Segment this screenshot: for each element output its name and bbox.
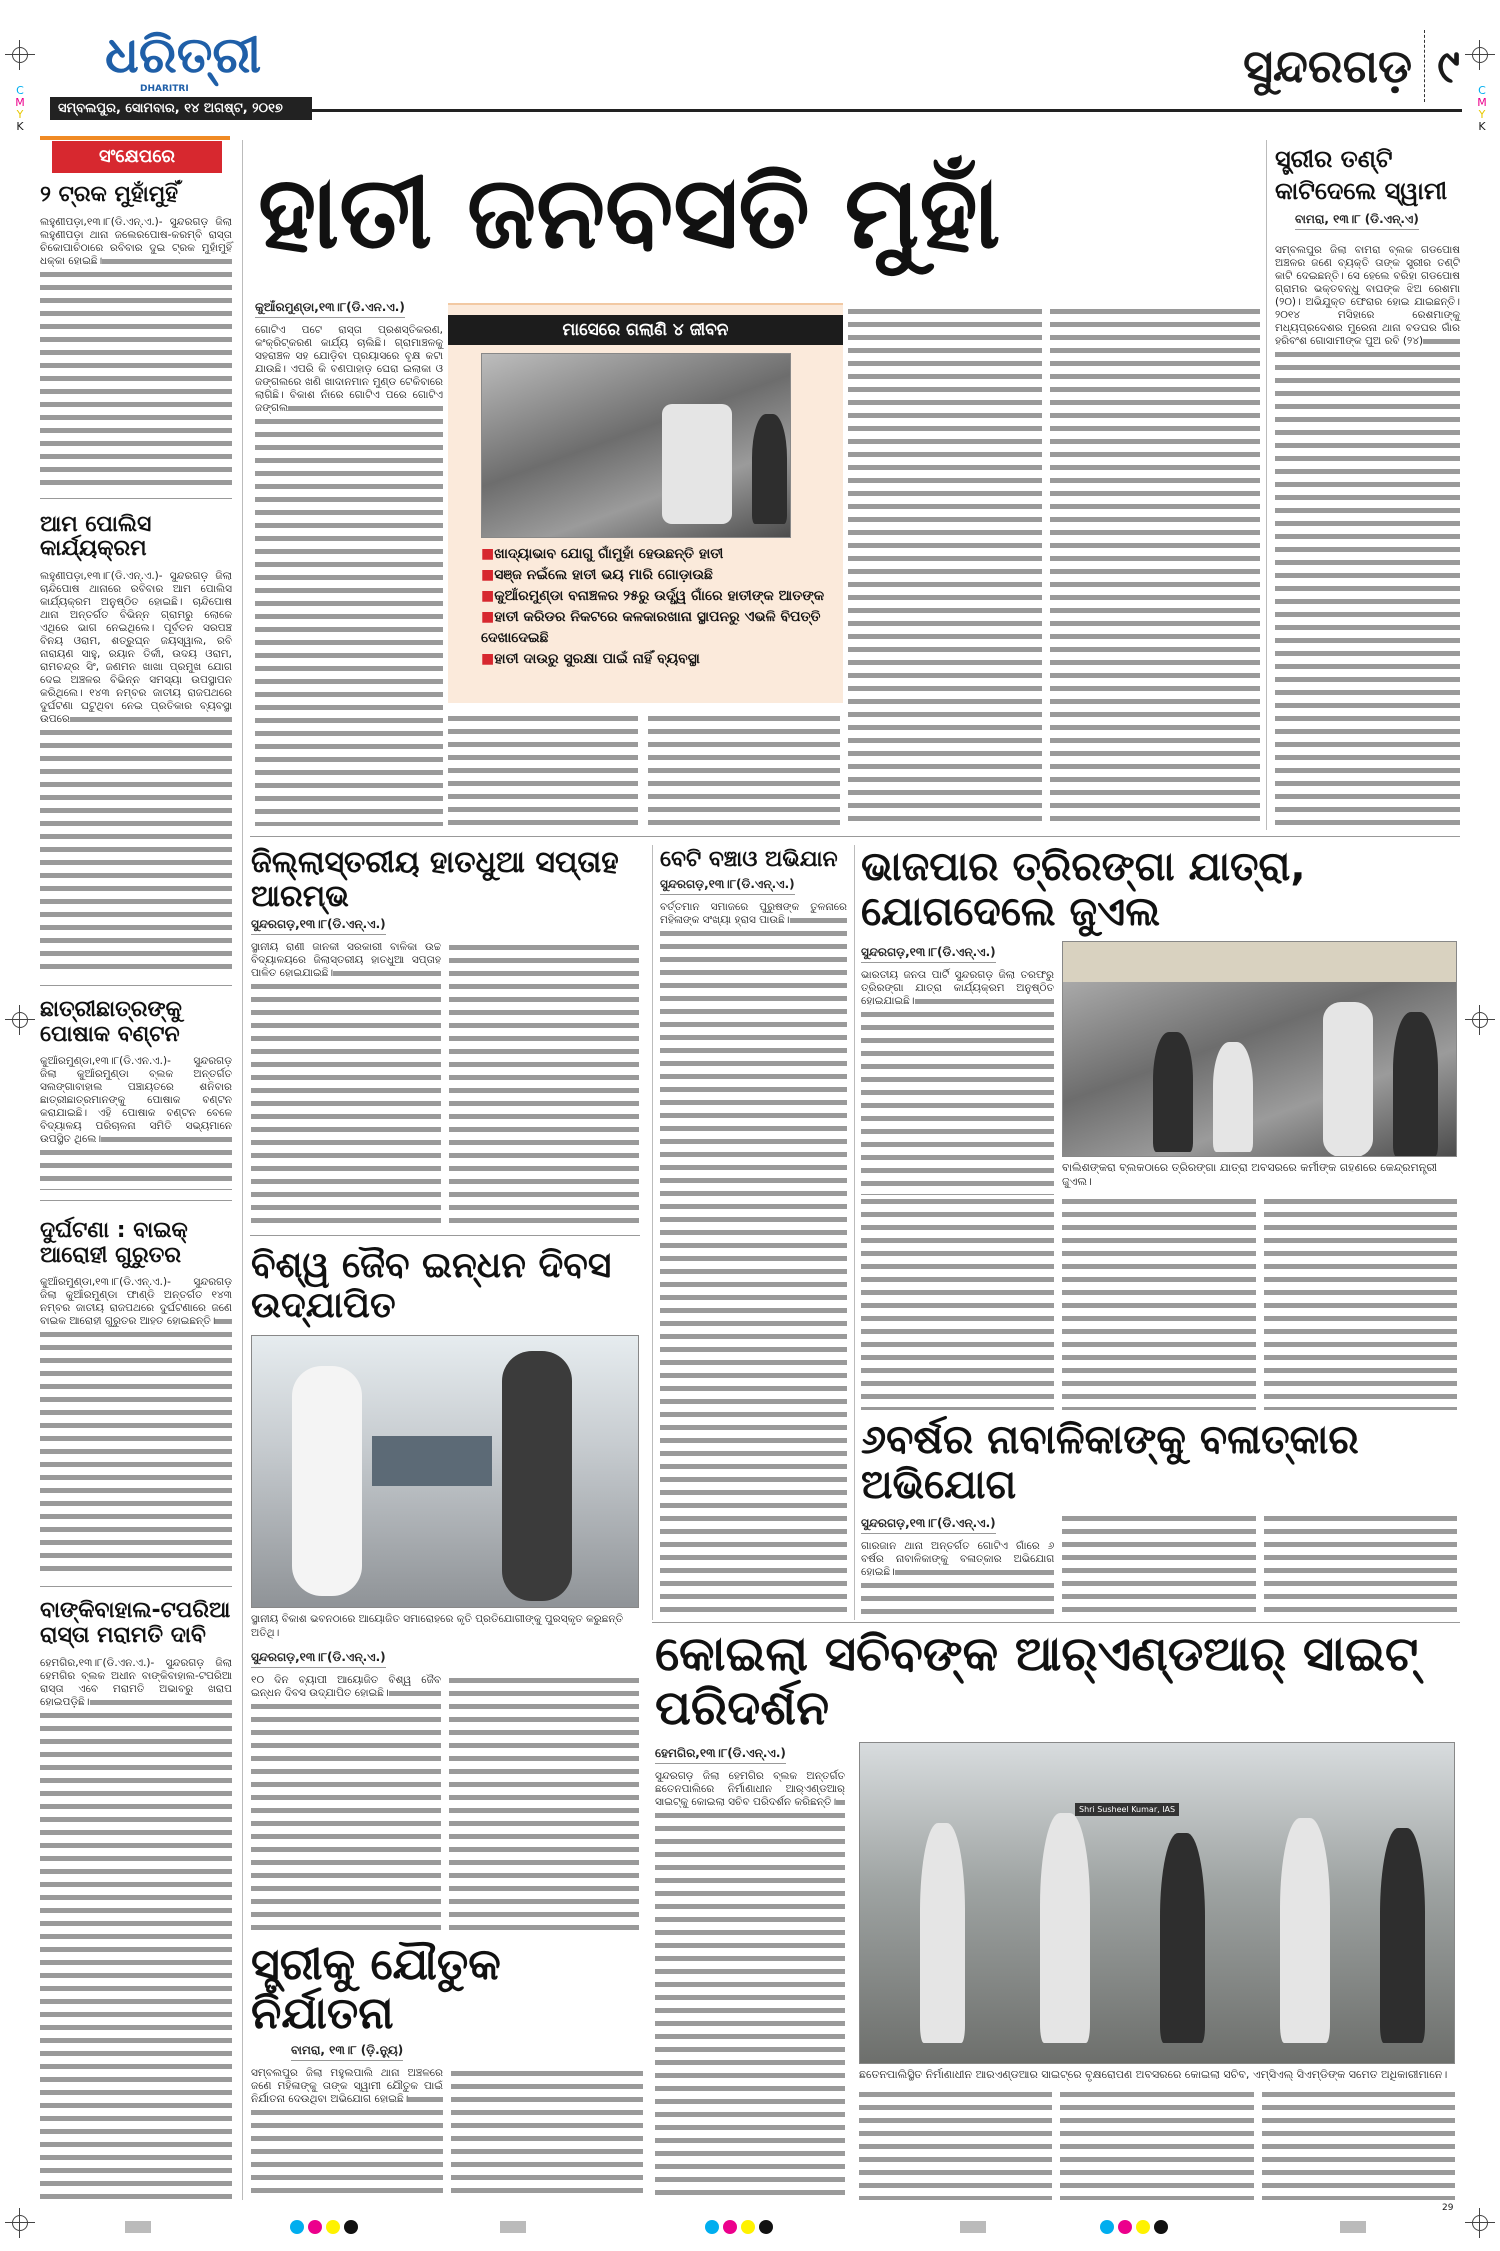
- dowry-headline: ସ୍ତ୍ରୀକୁ ଯୌତୁକ ନିର୍ଯାତନା: [251, 1939, 501, 2040]
- handwash-headline: ଜିଲ୍ଲାସ୍ତରୀୟ ହାତଧୁଆ ସପ୍ତାହ ଆରମ୍ଭ: [251, 845, 619, 914]
- lead-photo: [481, 353, 791, 538]
- box-bullets: [481, 544, 836, 670]
- coal-body-cont: [859, 2088, 1052, 2201]
- handwash-story: [251, 846, 639, 1228]
- brief-body: ଲହୁଣୀପଡ଼ା,୧୩।୮(ଡି.ଏନ୍.ଏ.)- ସୁନ୍ଦରଗଡ଼ ଜିଲା ଲହୁଣୀପଡ଼ା ଥାନା ଜଲେରପୋଷ-କରମ୍ବି ରାସ୍ତା ଚିକୋପାଚିଠାରେ ରବିବାର ଦୁଇ ଟ୍ରକ ମୁହାଁମୁହିଁ ଧକ୍କା ହୋଇଛି।: [40, 216, 232, 488]
- bullet-item: ■ହାତୀ କରିଡର ନିକଟରେ କଳକାରଖାନା ସ୍ଥାପନରୁ ଏଭଳି ବିପତ୍ତି ଦେଖାଦେଇଛି: [481, 609, 821, 646]
- color-swatch: [1136, 2220, 1150, 2234]
- color-bar: [500, 2221, 526, 2233]
- coal-caption: ଛତେନପାଲିସ୍ଥିତ ନିର୍ମାଣାଧୀନ ଆରଏଣ୍ଡଆର ସାଇଟ୍‌ରେ ବୃକ୍ଷରୋପଣ ଅବସରରେ କୋଇଲା ସଚିବ, ଏମ୍‌ସିଏଲ୍ ସିଏମ୍‌ଡିଙ୍କ ସମେତ ଅଧିକାରୀମାନେ।: [859, 2067, 1448, 2081]
- handwash-dateline: ସୁନ୍ଦରଗଡ଼,୧୩।୮(ଡି.ଏନ୍.ଏ.): [251, 917, 386, 935]
- divider: [40, 1200, 232, 1201]
- color-bar: [125, 2221, 151, 2233]
- divider: [40, 985, 232, 986]
- page-number: ୯: [1437, 38, 1460, 93]
- column-rule: [1266, 140, 1267, 830]
- tiranga-photo: [1062, 941, 1457, 1157]
- lead-column: [255, 296, 443, 826]
- color-swatch: [723, 2220, 737, 2234]
- lead-sidebar-box: [448, 303, 843, 703]
- brief-headline: ଛାତ୍ରୀଛାତ୍ରଙ୍କୁ ପୋଷାକ ବଣ୍ଟନ: [40, 996, 182, 1047]
- brief-body: କୁଆଁରମୁଣ୍ଡା,୧୩।୮(ଡି.ଏନ୍.ଏ.)- ସୁନ୍ଦରଗଡ଼ ଜିଲା କୁଆଁରମୁଣ୍ଡା ଫାଣ୍ଡି ଅନ୍ତର୍ଗତ ୧୪୩ ନମ୍ବର ଜାତୀୟ ରାଜପଥରେ ଦୁର୍ଘଟଣାରେ ଜଣେ ବାଇକ ଆରୋହୀ ଗୁରୁତର ଆହତ ହୋଇଛନ୍ତି।: [40, 1276, 232, 1576]
- color-swatch: [308, 2220, 322, 2234]
- color-swatch: [705, 2220, 719, 2234]
- divider: [1424, 30, 1425, 102]
- tiranga-body-cont: [1062, 1195, 1255, 1410]
- rape-body-cont: [1062, 1512, 1255, 1614]
- biofuel-dateline: ସୁନ୍ଦରଗଡ଼,୧୩।୮(ଡି.ଏନ୍.ଏ.): [251, 1650, 386, 1668]
- beti-headline: ବେଟି ବଞ୍ଚାଓ ଅଭିଯାନ: [660, 847, 838, 872]
- rape-dateline: ସୁନ୍ଦରଗଡ଼,୧୩।୮(ଡି.ଏନ୍.ଏ.): [861, 1516, 996, 1534]
- brief-headline: ଦୁର୍ଘଟଣା : ବାଇକ୍ ଆରୋହୀ ଗୁରୁତର: [40, 1218, 188, 1268]
- lead-dateline: କୁଆଁରମୁଣ୍ଡା,୧୩।୮(ଡି.ଏନ.ଏ.): [255, 300, 405, 318]
- lead-body-cont: [648, 712, 840, 825]
- coal-body-cont: [1262, 2088, 1455, 2201]
- masthead-rule: [312, 109, 1462, 112]
- registration-mark: [5, 2208, 35, 2238]
- tiranga-caption: ବାଲିଶଙ୍କରା ବ୍ଲକଠାରେ ତ୍ରିରଙ୍ଗା ଯାତ୍ରା ଅବସରରେ କର୍ମୀଙ୍କ ଗହଣରେ କେନ୍ଦ୍ରମନ୍ତ୍ରୀ ଜୁଏଲ।: [1062, 1160, 1438, 1188]
- bullet-item: ■ସଞ୍ଜ ନଇଁଲେ ହାତୀ ଭୟ ମାରି ଗୋଡ଼ାଉଛି: [481, 567, 713, 583]
- dowry-story: [251, 1940, 643, 2200]
- registration-mark: [5, 40, 35, 70]
- dowry-body-cont: [451, 2067, 643, 2200]
- briefs-column: [40, 183, 232, 2200]
- biofuel-body: ୧୦ ଦିନ ବ୍ୟାପୀ ଆୟୋଜିତ ବିଶ୍ୱ ଜୈବ ଇନ୍ଧନ ଦିବସ ଉଦ୍‌ଯାପିତ ହୋଇଛି।: [251, 1674, 441, 1934]
- column-rule: [854, 845, 855, 1620]
- coal-dateline: ହେମଗିର,୧୩।୮(ଡି.ଏନ୍.ଏ.): [655, 1746, 786, 1764]
- beti-dateline: ସୁନ୍ଦରଗଡ଼,୧୩।୮(ଡି.ଏନ୍.ଏ.): [660, 877, 795, 895]
- beti-body: ବର୍ତ୍ତମାନ ସମାଜରେ ପୁରୁଷଙ୍କ ତୁଳନାରେ ମହିଳାଙ୍କ ସଂଖ୍ୟା ହ୍ରାସ ପାଉଛି।: [660, 901, 847, 1620]
- coal-body-cont: [1060, 2088, 1253, 2201]
- registration-mark: [1465, 2208, 1495, 2238]
- color-swatch: [344, 2220, 358, 2234]
- divider: [652, 1622, 1460, 1623]
- biofuel-headline: ବିଶ୍ୱ ଜୈବ ଇନ୍ଧନ ଦିବସ ଉଦ୍‌ଯାପିତ: [251, 1245, 612, 1327]
- coal-photo: [859, 1742, 1455, 2064]
- color-swatch: [1100, 2220, 1114, 2234]
- brief-headline: ଆମ ପୋଲିସ କାର୍ଯ୍ୟକ୍ରମ: [40, 511, 152, 562]
- divider: [40, 498, 232, 499]
- briefs-badge: ସଂକ୍ଷେପରେ: [52, 141, 222, 173]
- color-swatch: [1154, 2220, 1168, 2234]
- column-rule: [652, 845, 653, 1620]
- rape-story: [861, 1418, 1457, 1614]
- rape-body: ଗାରଜାନ ଥାନା ଅନ୍ତର୍ଗତ ଗୋଟିଏ ଗାଁରେ ୬ ବର୍ଷର ନାବାଳିକାଙ୍କୁ ବଳାତ୍କାର ଅଭିଯୋଗ ହୋଇଛି।: [861, 1540, 1054, 1614]
- biofuel-caption: ସ୍ଥାନୀୟ ବିକାଶ ଭବନଠାରେ ଆୟୋଜିତ ସମାରୋହରେ କୃତି ପ୍ରତିଯୋଗୀଙ୍କୁ ପୁରସ୍କୃତ କରୁଛନ୍ତି ଅତିଥି।: [251, 1612, 624, 1639]
- brief-body: ଲହୁଣୀପଡ଼ା,୧୩।୮(ଡି.ଏନ୍.ଏ.)- ସୁନ୍ଦରଗଡ଼ ଜିଲା ଚାନ୍ଦିପୋଷ ଥାନାରେ ରବିବାର ଆମ ପୋଲିସ କାର୍ଯ୍ୟକ୍ରମ ଅନୁଷ୍ଠିତ ହୋଇଛି। ଚାନ୍ଦିପୋଷ ଥାନା ଅନ୍ତର୍ଗତ ବିଭିନ୍ନ ଗ୍ରାମରୁ ଲୋକେ ଏଥିରେ ଭାଗ ନେଇଥିଲେ। ପୂର୍ବତନ ସରପଞ୍ଚ ବିନୟ ଓରାମ, ଶତ୍ରୁଘ୍ନ ଜୟସ୍ୱାଲ, ରବି ନାରାୟଣ ସାହୁ, ରୟାନ ତିର୍କୀ, ଉଦୟ ଓରାମ, ରାମଚନ୍ଦ୍ର ସିଂ, ଜଣମନ ଖାଖା ପ୍ରମୁଖ ଯୋଗ ଦେଇ ଅଞ୍ଚଳର ବିଭିନ୍ନ ସମସ୍ୟା ଉପସ୍ଥାପନ କରିଥିଲେ। ୧୪୩ ନମ୍ବର ଜାତୀୟ ରାଜପଥରେ ଦୁର୍ଘଟଣା ଘଟୁଥିବା ନେଇ ପ୍ରତିକାର ବ୍ୟବସ୍ଥା ଉପରେ: [40, 570, 232, 975]
- color-swatch: [759, 2220, 773, 2234]
- color-swatch: [326, 2220, 340, 2234]
- lead-body-cont: [1050, 305, 1260, 825]
- brief-headline: ବାଙ୍କିବାହାଲ-ଟପରିଆ ରାସ୍ତା ମରାମତି ଦାବି: [40, 1598, 231, 1648]
- folio-number: 29: [1442, 2203, 1454, 2213]
- biofuel-body-cont: [449, 1674, 639, 1934]
- biofuel-photo: [251, 1335, 639, 1608]
- section-header: [1243, 30, 1460, 102]
- color-bar: [1340, 2221, 1366, 2233]
- color-swatch: [290, 2220, 304, 2234]
- registration-mark: [1465, 1005, 1495, 1035]
- bullet-item: ■ଖାଦ୍ୟାଭାବ ଯୋଗୁ ଗାଁମୁହାଁ ହେଉଛନ୍ତି ହାତୀ: [481, 546, 724, 562]
- tiranga-story: [861, 845, 1457, 1410]
- biofuel-story: [251, 1246, 639, 1934]
- tiranga-body: ଭାରତୀୟ ଜନତା ପାର୍ଟି ସୁନ୍ଦରଗଡ଼ ଜିଲା ତରଫରୁ ତ୍ରିରଙ୍ଗା ଯାତ୍ରା କାର୍ଯ୍ୟକ୍ରମ ଅନୁଷ୍ଠିତ ହୋଇଯାଇଛି।: [861, 969, 1054, 1195]
- lead-body: ଗୋଟିଏ ପଟେ ରାସ୍ତା ପ୍ରଶସ୍ତିକରଣ, କଂକ୍ରିଟ୍‌କରଣ କାର୍ଯ୍ୟ ଚାଲିଛି। ଗ୍ରାମାଞ୍ଚଳକୁ ସହରାଞ୍ଚଳ ସହ ଯୋଡ଼ିବା ପ୍ରୟାସରେ ବୃକ୍ଷ କଟା ଯାଉଛି। ଏପରି କି ବଣପାହାଡ଼ ଘେରା ଇଲାକା ଓ ଜଙ୍ଗଲରେ ଖଣି ଖାଦାନମାନ ମୁଣ୍ଡ ଟେକିବାରେ ଲାଗିଛି। ବିକାଶ ନାଁରେ ଗୋଟିଏ ପରେ ଗୋଟିଏ ଜଙ୍ଗଲ: [255, 324, 443, 826]
- tiranga-dateline: ସୁନ୍ଦରଗଡ଼,୧୩।୮(ଡି.ଏନ୍.ଏ.): [861, 945, 996, 963]
- cmyk-marks-left: C M Y K: [15, 84, 25, 133]
- badge-accent: [40, 136, 230, 140]
- lead-body-cont: [448, 712, 638, 825]
- divider: [40, 1586, 232, 1587]
- registration-mark: [1465, 40, 1495, 70]
- tiranga-body-cont: [1264, 1195, 1457, 1410]
- brief-body: କୁଆଁରମୁଣ୍ଡା,୧୩।୮(ଡି.ଏନ.ଏ.)- ସୁନ୍ଦରଗଡ଼ ଜିଲା କୁଆଁରମୁଣ୍ଡା ବ୍ଲକ ଅନ୍ତର୍ଗତ ସଲଙ୍ଗାବାହାଲ ପଞ୍ଚାୟତରେ ଶନିବାର ଛାତ୍ରୀଛାତ୍ରମାନଙ୍କୁ ପୋଷାକ ବଣ୍ଟନ କରାଯାଇଛି। ଏହି ପୋଷାକ ବଣ୍ଟନ ବେଳେ ବିଦ୍ୟାଳୟ ପରିଚାଳନା ସମିତି ସଭ୍ୟମାନେ ଉପସ୍ଥିତ ଥିଲେ।: [40, 1055, 232, 1190]
- rape-body-cont: [1264, 1512, 1457, 1614]
- divider: [250, 836, 1460, 837]
- beti-story: [660, 848, 847, 1620]
- wife-dateline: ବାମରା, ୧୩।୮ (ଡି.ଏନ୍.ଏ): [1295, 212, 1419, 230]
- lead-headline: ହାତୀ ଜନବସତି ମୁହାଁ: [258, 154, 1001, 271]
- bullet-item: ■କୁଆଁରମୁଣ୍ଡା ବନାଞ୍ଚଳର ୨୫ରୁ ଉର୍ଦ୍ଧ୍ୱ ଗାଁରେ ହାତୀଙ୍କ ଆତଙ୍କ: [481, 588, 825, 604]
- tiranga-headline: ଭାଜପାର ତ୍ରିରଙ୍ଗା ଯାତ୍ରା, ଯୋଗଦେଲେ ଜୁଏଲ: [861, 844, 1306, 935]
- nameplate: Shri Susheel Kumar, IAS: [1075, 1803, 1179, 1816]
- column-rule: [242, 140, 243, 2200]
- handwash-body: ସ୍ଥାନୀୟ ରାଣୀ ଜାନକୀ ସରକାରୀ ବାଳିକା ଉଚ୍ଚ ବିଦ୍ୟାଳୟରେ ଜିଲାସ୍ତରୀୟ ହାତଧୁଆ ସପ୍ତାହ ପାଳିତ ହୋଇଯାଇଛି।: [251, 941, 441, 1228]
- rape-headline: ୬ବର୍ଷର ନାବାଳିକାଙ୍କୁ ବଳାତ୍କାର ଅଭିଯୋଗ: [861, 1417, 1359, 1508]
- wife-headline: ସ୍ତ୍ରୀର ତଣ୍ଟି କାଟିଦେଲେ ସ୍ୱାମୀ: [1275, 145, 1448, 206]
- section-name: ସୁନ୍ଦରଗଡ଼: [1243, 38, 1413, 93]
- divider: [250, 1235, 640, 1236]
- handwash-body-cont: [449, 941, 639, 1228]
- wife-body: ସମ୍ବଲପୁର ଜିଲା ବାମରା ବ୍ଲକ ଗଡପୋଷ ଅଞ୍ଚଳର ଜଣେ ବ୍ୟକ୍ତି ତାଙ୍କ ସ୍ତ୍ରୀର ତଣ୍ଟି କାଟି ଦେଇଛନ୍ତି। ସେ ହେଲେ ବରିହା ଗଡପୋଷ ଗ୍ରାମର ଭକ୍ତବନ୍ଧୁ ବାଘଙ୍କ ଝିଅ ରେଶମା (୨୦)। ଅଭିଯୁକ୍ତ ଫେରାର ହୋଇ ଯାଇଛନ୍ତି। ୨୦୧୪ ମସିହାରେ ରେଶମାଙ୍କୁ ମଧ୍ୟପ୍ରଦେଶର ମୁରେନା ଥାନା ବଡଘର ଗାଁର ହରିବଂଶ ଗୋସାମୀଙ୍କ ପୁଅ ରବି (୨୪): [1275, 244, 1460, 825]
- newspaper-logo: ଧରିତ୍ରୀ: [105, 26, 262, 84]
- brief-headline: ୨ ଟ୍ରକ ମୁହାଁମୁହିଁ: [40, 182, 179, 207]
- registration-mark: [5, 1005, 35, 1035]
- dowry-body: ସମ୍ବଲପୁର ଜିଲା ମହୁଲପାଲି ଥାନା ଅଞ୍ଚଳରେ ଜଣେ ମହିଳାଙ୍କୁ ତାଙ୍କ ସ୍ୱାମୀ ଯୌତୁକ ପାଇଁ ନିର୍ଯାତନା ଦେଉଥିବା ଅଭିଯୋଗ ହୋଇଛି।: [251, 2067, 443, 2200]
- logo-english: DHARITRI: [140, 84, 189, 94]
- color-bar: [960, 2221, 986, 2233]
- coal-headline: କୋଇଲା ସଚିବଙ୍କ ଆର୍‌ଏଣ୍ଡଆର୍ ସାଇଟ୍ ପରିଦର୍ଶନ: [655, 1626, 1419, 1736]
- wife-story: [1275, 143, 1460, 825]
- color-swatch: [1118, 2220, 1132, 2234]
- box-title: ମାସେରେ ଗଲାଣି ୪ ଜୀବନ: [448, 315, 843, 345]
- edition-dateline: ସମ୍ବଲପୁର, ସୋମବାର, ୧୪ ଅଗଷ୍ଟ, ୨୦୧୭: [50, 97, 312, 120]
- color-swatch: [741, 2220, 755, 2234]
- dowry-dateline: ବାମରା, ୧୩।୮ (ଡ଼ି.ନ୍ୟୁ): [291, 2043, 403, 2061]
- lead-body-cont: [848, 305, 1042, 825]
- cmyk-marks-right: C M Y K: [1477, 84, 1487, 133]
- brief-body: ହେମଗିର,୧୩।୮(ଡି.ଏନ.ଏ.)- ସୁନ୍ଦରଗଡ଼ ଜିଲା ହେମଗିର ବ୍ଲକ ଅଧୀନ ବାଙ୍କିବାହାଲ-ଟପରିଆ ରାସ୍ତା ଏବେ ମରାମତି ଅଭାବରୁ ଖରାପ ହୋଇପଡ଼ିଛି।: [40, 1657, 232, 2200]
- bullet-item: ■ହାତୀ ଦାଉରୁ ସୁରକ୍ଷା ପାଇଁ ନାହିଁ ବ୍ୟବସ୍ଥା: [481, 651, 700, 667]
- tiranga-body-cont: [861, 1195, 1054, 1410]
- coal-story: [655, 1628, 1457, 2200]
- coal-body: ସୁନ୍ଦରଗଡ଼ ଜିଲା ହେମଗିର ବ୍ଲକ ଅନ୍ତର୍ଗତ ଛତେନପାଲିରେ ନିର୍ମାଣାଧୀନ ଆର୍‌ଏଣ୍ଡଆର୍ ସାଇଟ୍‌କୁ କୋଇଲା ସଚିବ ପରିଦର୍ଶନ କରିଛନ୍ତି।: [655, 1770, 845, 2201]
